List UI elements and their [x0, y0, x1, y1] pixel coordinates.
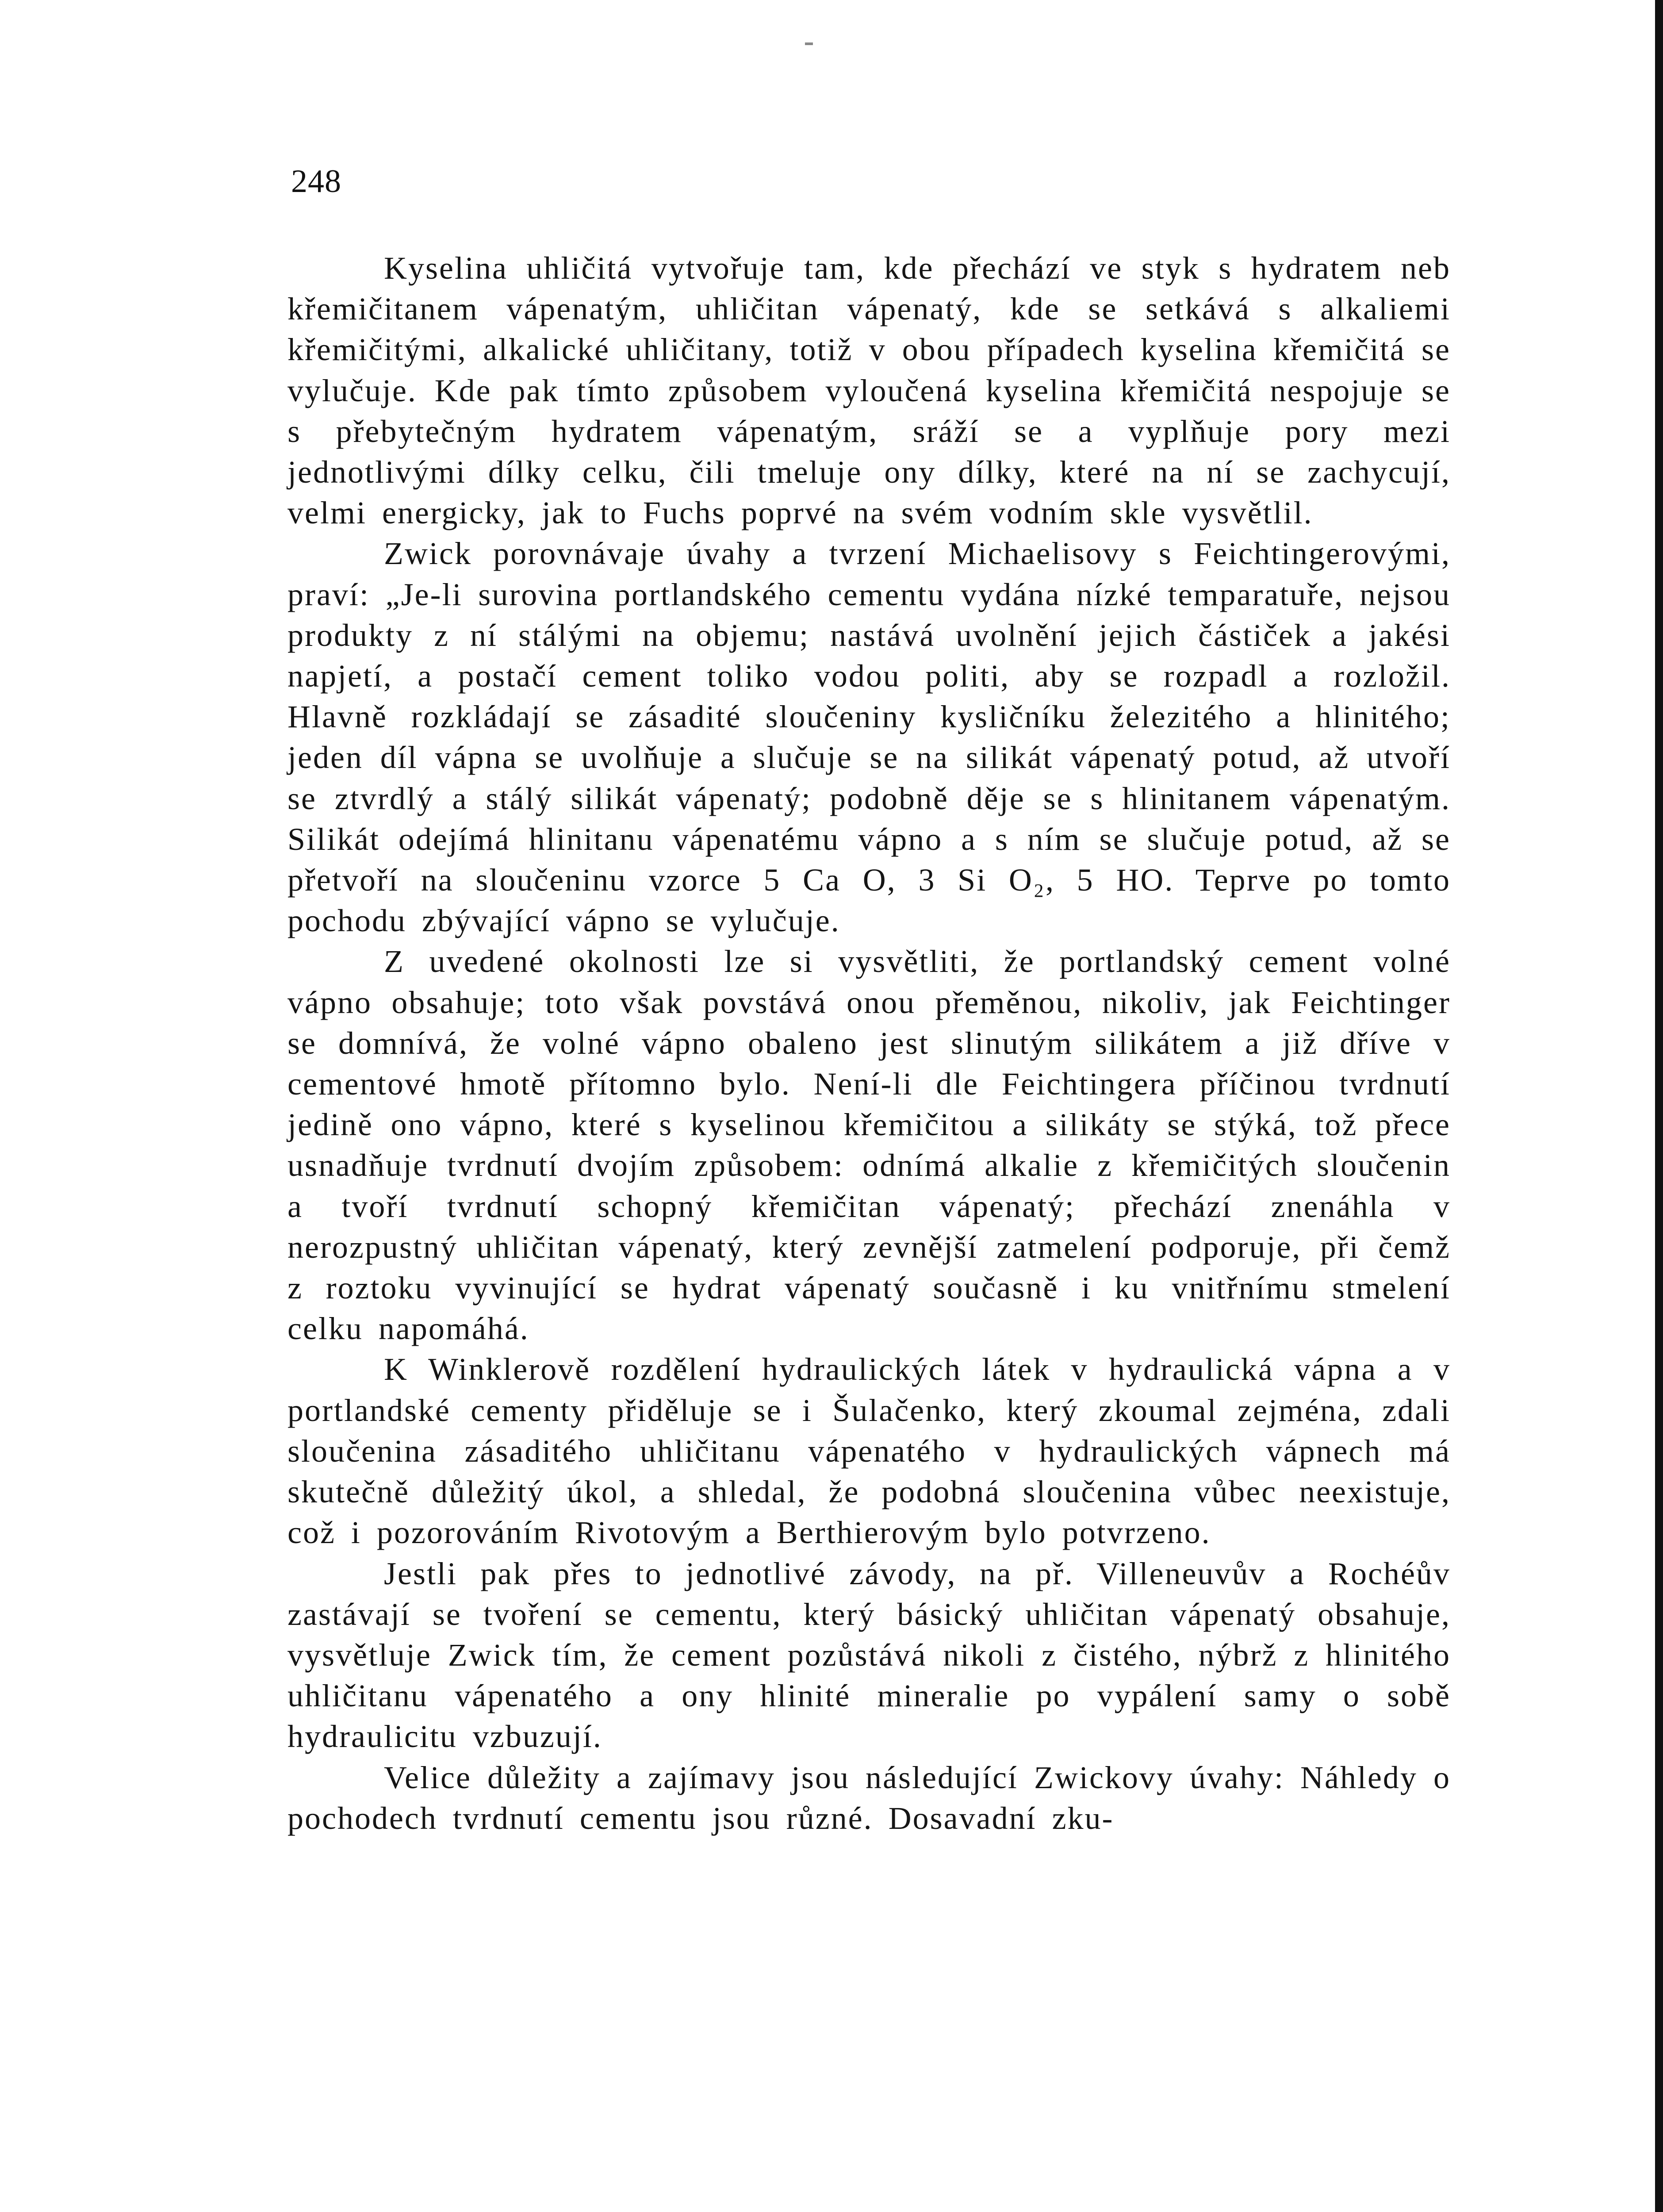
- scan-artifact: [805, 42, 813, 45]
- paragraph-2: Zwick porovnávaje úvahy a tvrzení Michaelisovy s Feichtingerovými, praví: „Je-li surovina portlandského cementu vydána nízké temparatuře, nejsou produkty z ní stálými na objemu; nastává uvolnění jejich částiček a jakési napjetí, a postačí cement toliko vodou politi, aby se rozpadl a rozložil. Hlavně rozkládají se zásadité sloučeniny kysličníku železitého a hlinitého; jeden díl vápna se uvolňuje a slučuje se na silikát vápenatý potud, až utvoří se ztvrdlý a stálý silikát vápenatý; podobně děje se s hlinitanem vápenatým. Silikát odejímá hlinitanu vápenatému vápno a s ním se slučuje potud, až se přetvoří na sloučeninu vzorce 5 Ca O, 3 Si O₂, 5 HO. Teprve po tomto pochodu zbývající vápno se vylučuje.: [287, 536, 1451, 939]
- paragraph-6: Velice důležity a zajímavy jsou následující Zwickovy úvahy: Náhledy o pochodech tvrdnutí cementu jsou různé. Dosavadní zku-: [287, 1759, 1451, 1836]
- paragraph-3: Z uvedené okolnosti lze si vysvětliti, že portlandský cement volné vápno obsahuje; toto však povstává onou přeměnou, nikoliv, jak Feichtinger se domnívá, že volné vápno obaleno jest slinutým silikátem a již dříve v cementové hmotě přítomno bylo. Není-li dle Feichtingera příčinou tvrdnutí jedině ono vápno, které s kyselinou křemičitou a silikáty se stýká, tož přece usnadňuje tvrdnutí dvojím způsobem: odnímá alkalie z křemičitých sloučenin a tvoří tvrdnutí schopný křemičitan vápenatý; přechází znenáhla v nerozpustný uhličitan vápenatý, který zevnější zatmelení podporuje, při čemž z roztoku vyvinující se hydrat vápenatý současně i ku vnitřnímu stmelení celku napomáhá.: [287, 944, 1451, 1347]
- paragraph-1: Kyselina uhličitá vytvořuje tam, kde přechází ve styk s hydratem neb křemičitanem vápenatým, uhličitan vápenatý, kde se setkává s alkaliemi křemičitými, alkalické uhličitany, totiž v obou případech kyselina křemičitá se vylučuje. Kde pak tímto způsobem vyloučená kyselina křemičitá nespojuje se s přebytečným hydratem vápenatým, sráží se a vyplňuje pory mezi jednotlivými dílky celku, čili tmeluje ony dílky, které na ní se zachycují, velmi energicky, jak to Fuchs poprvé na svém vodním skle vysvětlil.: [287, 250, 1451, 531]
- paragraph-4: K Winklerově rozdělení hydraulických látek v hydraulická vápna a v portlandské cementy přiděluje se i Šulačenko, který zkoumal zejména, zdali sloučenina zásaditého uhličitanu vápenatého v hydraulických vápnech má skutečně důležitý úkol, a shledal, že podobná sloučenina vůbec neexistuje, což i pozorováním Rivotovým a Berthierovým bylo potvrzeno.: [287, 1352, 1451, 1551]
- paragraph-5: Jestli pak přes to jednotlivé závody, na př. Villeneuvův a Rochéův zastávají se tvoření se cementu, který básický uhličitan vápenatý obsahuje, vysvětluje Zwick tím, že cement pozůstává nikoli z čistého, nýbrž z hlinitého uhličitanu vápenatého a ony hlinité mineralie po vypálení samy o sobě hydraulicitu vzbuzují.: [287, 1555, 1451, 1755]
- scan-border: [1655, 0, 1663, 2212]
- page-number: 248: [291, 163, 341, 200]
- body-text: [287, 248, 1451, 1839]
